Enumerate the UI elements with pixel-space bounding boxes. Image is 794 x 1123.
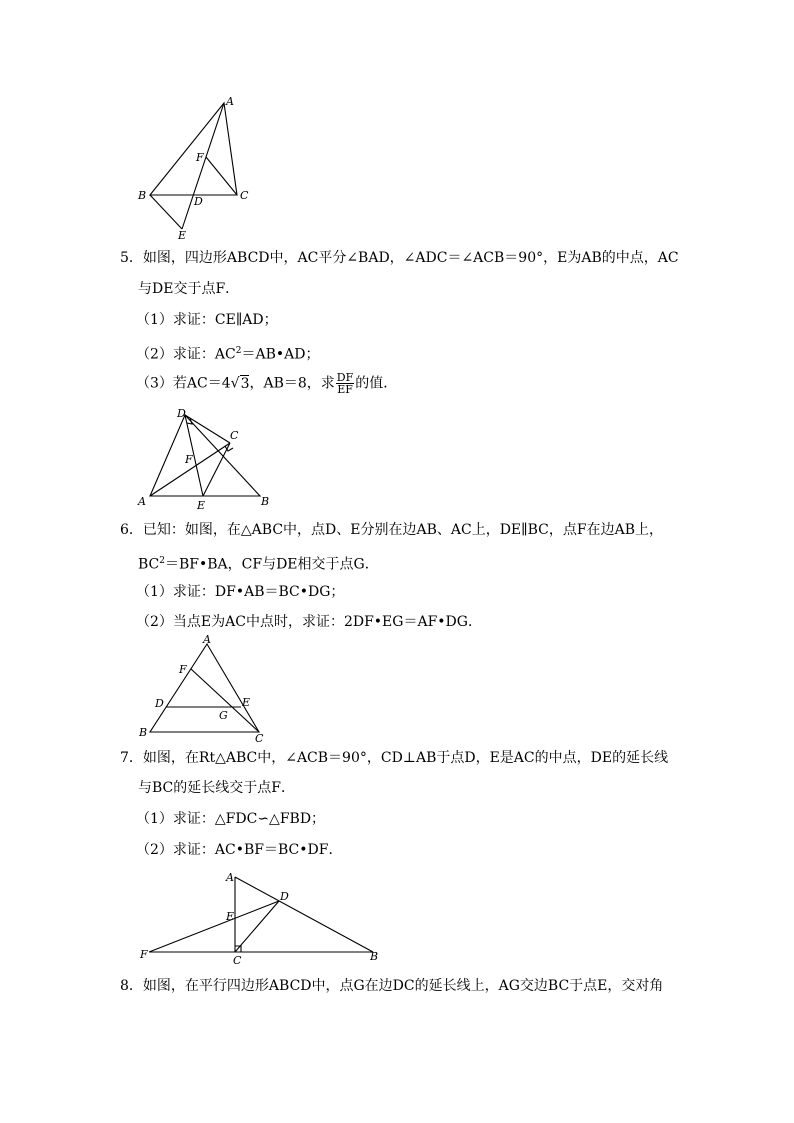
label-g: G xyxy=(219,709,228,722)
q6-part2: （2）当点E为AC中点时，求证：2DF•EG＝AF•DG． xyxy=(136,614,482,630)
label-a: A xyxy=(226,95,234,108)
q5-part3-mid: ，AB＝8，求 xyxy=(249,375,335,392)
q7-line2: 与BC的延长线交于点F． xyxy=(138,780,295,796)
label-e: E xyxy=(242,696,251,709)
q5-part1: （1）求证：CE∥AD； xyxy=(136,312,278,328)
q5-line2: 与DE交于点F． xyxy=(138,281,240,297)
q6-line2 xyxy=(138,551,379,575)
label-c: C xyxy=(255,732,264,745)
figure-q4 xyxy=(130,95,260,245)
q7-part1: （1）求证：△FDC∽△FBD； xyxy=(136,811,326,827)
q5-part3-radicand: 3 xyxy=(240,375,250,392)
label-d: D xyxy=(194,195,203,208)
q6-part1: （1）求证：DF•AB＝BC•DG； xyxy=(136,584,345,600)
label-e: E xyxy=(226,910,235,923)
label-b: B xyxy=(370,950,379,963)
label-a: A xyxy=(203,635,211,646)
label-d: D xyxy=(280,890,289,903)
q5-part2-post: ＝AB•AD； xyxy=(241,346,320,363)
figure-q6 xyxy=(135,635,270,745)
label-a: A xyxy=(226,871,234,884)
label-b: B xyxy=(138,189,147,202)
label-f: F xyxy=(196,151,204,164)
q5-part2-exponent: 2 xyxy=(235,346,242,356)
label-c: C xyxy=(233,954,242,967)
figure-q5 xyxy=(135,405,280,515)
triangle-abc xyxy=(150,103,237,195)
triangle-abc xyxy=(150,644,259,732)
q7-line1: 7．如图，在Rt△ABC中，∠ACB＝90°，CD⊥AB于点D，E是AC的中点，DE的延长线 xyxy=(120,750,669,766)
segment-be xyxy=(150,195,182,229)
label-f: F xyxy=(179,663,187,676)
segment-ab xyxy=(235,877,373,952)
label-b: B xyxy=(261,495,270,508)
q5-part2 xyxy=(136,341,319,365)
label-f: F xyxy=(140,948,148,961)
segment-cd xyxy=(235,901,279,952)
segment-fd xyxy=(149,901,279,952)
q5-part3-pre: （3）若AC＝4 xyxy=(136,375,231,392)
label-b: B xyxy=(139,726,148,739)
q5-fraction xyxy=(336,372,354,395)
q8-line1: 8．如图，在平行四边形ABCD中，点G在边DC的延长线上，AG交边BC于点E，交对角 xyxy=(120,978,664,994)
figure-q7 xyxy=(135,868,385,968)
q7-part2: （2）求证：AC•BF＝BC•DF． xyxy=(136,842,343,858)
label-d: D xyxy=(177,407,186,420)
q5-part3-post: 的值． xyxy=(355,375,398,392)
label-f: F xyxy=(185,453,193,466)
label-a: A xyxy=(138,495,146,508)
segment-ce xyxy=(203,443,230,496)
q6-line2-exponent: 2 xyxy=(159,556,165,566)
sqrt-sign: √ xyxy=(230,375,240,392)
label-e: E xyxy=(197,499,206,512)
q5-part3 xyxy=(136,372,397,395)
q6-line2-post: ＝BF•BA，CF与DE相交于点G． xyxy=(165,556,379,573)
q5-fraction-den: EF xyxy=(337,383,353,396)
q5-line1: 5．如图，四边形ABCD中，AC平分∠BAD，∠ADC＝∠ACB＝90°，E为AB的中点，AC xyxy=(120,250,679,266)
label-c: C xyxy=(230,429,239,442)
label-c: C xyxy=(240,189,249,202)
label-e: E xyxy=(178,229,187,242)
q6-line2-pre: BC xyxy=(138,556,160,573)
q6-line1: 6．已知：如图，在△ABC中，点D、E分别在边AB、AC上，DE∥BC，点F在边AB上， xyxy=(120,522,663,538)
label-d: D xyxy=(155,697,164,710)
segment-ae xyxy=(182,103,224,229)
q5-fraction-num: DF xyxy=(336,371,354,384)
q5-part2-pre: （2）求证：AC xyxy=(136,346,236,363)
